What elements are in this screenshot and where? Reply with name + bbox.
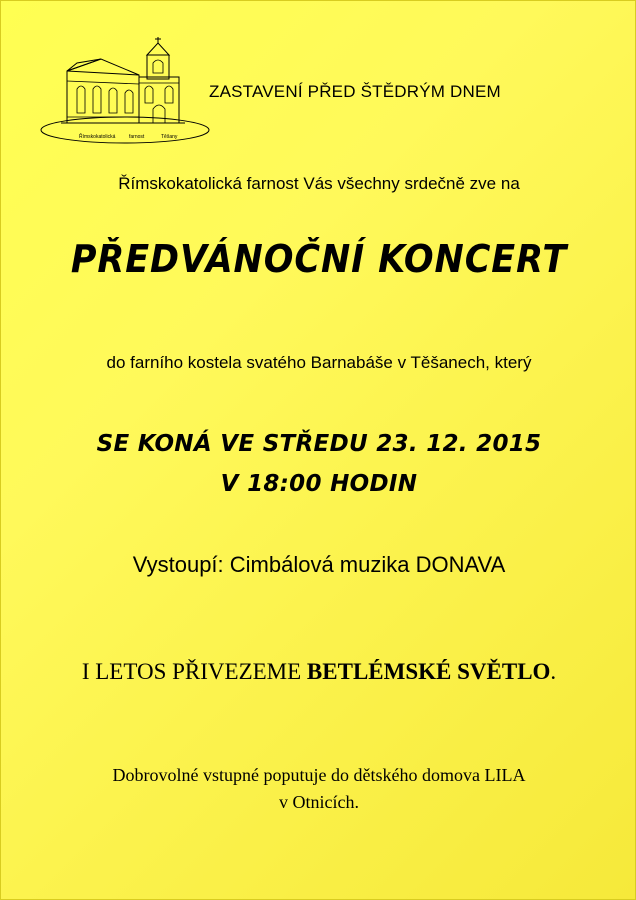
logo-caption-right: Těšany	[161, 134, 178, 140]
concert-title: PŘEDVÁNOČNÍ KONCERT	[70, 237, 568, 281]
light-prefix: I LETOS PŘIVEZEME	[81, 659, 307, 684]
invitation-text: Římskokatolická farnost Vás všechny srdečně zve na	[118, 174, 520, 193]
date-line: SE KONÁ VE STŘEDU 23. 12. 2015	[96, 431, 542, 457]
performer-text: Vystoupí: Cimbálová muzika DONAVA	[132, 552, 506, 577]
logo-caption-left: Římskokatolická	[79, 134, 116, 140]
light-suffix: .	[550, 659, 557, 684]
donation-line-2: v Otnicích.	[279, 792, 359, 812]
bethlehem-light-line	[1, 659, 636, 685]
location-text: do farního kostela svatého Barnabáše v Těšanech, který	[106, 353, 532, 372]
header-title: ZASTAVENÍ PŘED ŠTĚDRÝM DNEM	[209, 82, 501, 101]
time-line: V 18:00 HODIN	[220, 471, 418, 497]
light-highlight: BETLÉMSKÉ SVĚTLO	[306, 659, 551, 684]
logo-caption-mid: farnost	[129, 134, 145, 140]
church-logo-icon	[39, 37, 211, 147]
donation-line-1: Dobrovolné vstupné poputuje do dětského domova LILA	[112, 765, 526, 785]
